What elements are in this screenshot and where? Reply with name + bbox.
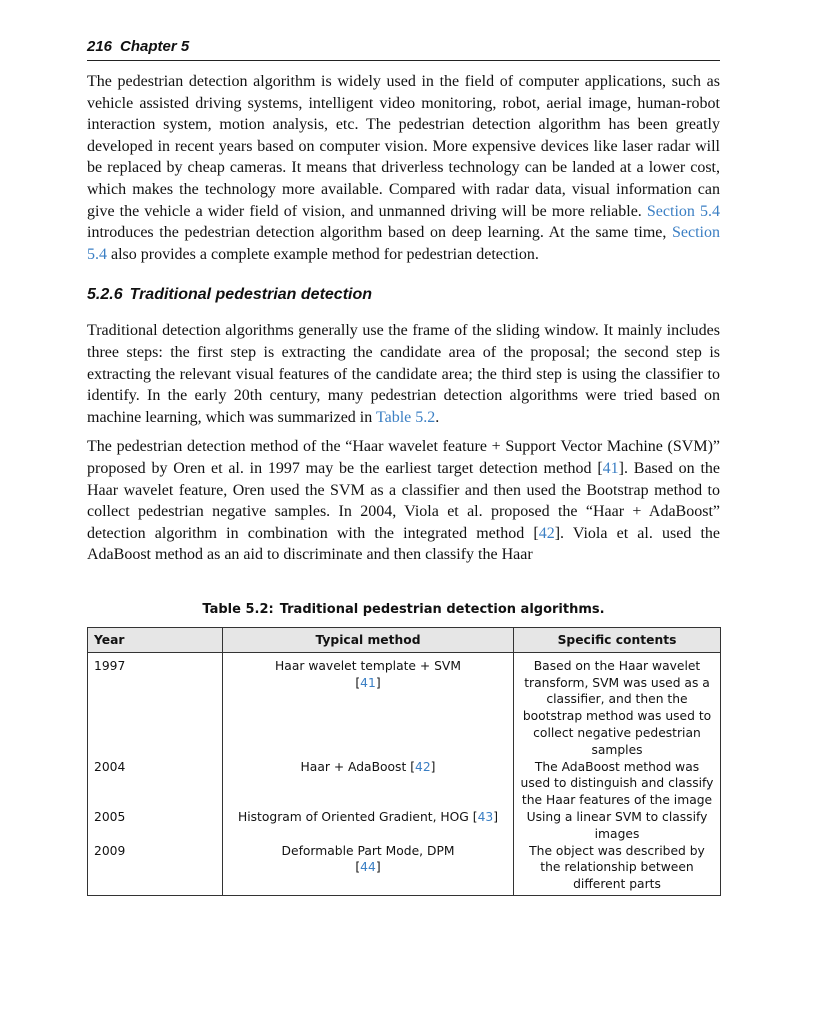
cell-year: 2004 [88,759,223,809]
header-specific-contents: Specific contents [514,627,721,652]
paragraph-3-text-c: ]. Viola et al. used the AdaBoost method as an aid to discriminate and then classify the Haar [87,524,721,564]
table-row [88,809,721,843]
running-header [87,38,720,61]
table-row [88,843,721,896]
header-typical-method: Typical method [223,627,514,652]
table-row [88,652,721,758]
paragraph-1 [87,71,720,265]
section-heading [87,286,720,304]
cell-contents: Using a linear SVM to classify images [514,809,721,843]
cell-contents: Based on the Haar wavelet transform, SVM was used as a classifier, and then the bootstrap method was used to collect negative pedestrian samples [514,652,721,758]
header-year: Year [88,627,223,652]
reference-42-link[interactable]: 42 [538,524,555,542]
cell-method: Histogram of Oriented Gradient, HOG [43] [223,809,514,843]
reference-link[interactable]: 44 [360,860,376,875]
paragraph-3-text-a: The pedestrian detection method of the “Haar wavelet feature + Support Vector Machine (SVM)” proposed by Oren et al. in 1997 may be the earliest target detection method [ [87,438,720,477]
paragraph-3 [87,436,720,566]
reference-41-link[interactable]: 41 [602,459,619,477]
cell-method: Haar wavelet template + SVM [41] [223,652,514,758]
paragraph-1-text-c: also provides a complete example method for pedestrian detection. [107,245,539,263]
section-number: 5.2.6 [87,286,123,304]
paragraph-1-text-b: introduces the pedestrian detection algorithm based on deep learning. At the same time, [87,224,672,242]
method-text: Histogram of Oriented Gradient, HOG [237,810,469,825]
cell-year: 1997 [88,652,223,758]
cell-method: Deformable Part Mode, DPM [44] [223,843,514,896]
reference-link[interactable]: 42 [415,759,431,774]
cell-year: 2009 [88,843,223,896]
cell-year: 2005 [88,809,223,843]
paragraph-3-text-b: ]. Based on the Haar wavelet feature, Oren used the SVM as a classifier and then used the Bootstrap method to collect pedestrian negative samples. In 2004, Viola et al. proposed the “Haar + AdaBoost” detection algorithm in combination with the integrated method [ [87,459,720,542]
reference-link[interactable]: 43 [477,810,494,825]
cell-contents: The AdaBoost method was used to distinguish and classify the Haar features of the image [514,759,721,809]
paragraph-2-text-b: . [435,408,440,426]
method-text: Deformable Part Mode, DPM [281,843,455,858]
cell-method: Haar + AdaBoost [42] [223,759,514,809]
reference-link[interactable]: 41 [360,675,376,690]
method-text: Haar wavelet template + SVM [275,658,461,673]
cell-contents: The object was described by the relationship between different parts [514,843,721,896]
table-header-row [88,627,721,652]
algorithms-table [87,627,721,896]
paragraph-2-text-a: Traditional detection algorithms generally use the frame of the sliding window. It mainly includes three steps: the first step is extracting the candidate area of the proposal; the second step is extracting the relevant visual features of the candidate area; the third step is using the classifier to identify. In the early 20th century, many pedestrian detection algorithms were tried based on machine learning, which was summarized in [87,322,720,426]
table-caption-text: Traditional pedestrian detection algorithms. [279,601,605,617]
method-text: Haar + AdaBoost [300,759,407,774]
paragraph-1-text-a: The pedestrian detection algorithm is widely used in the field of computer applications, such as vehicle assisted driving systems, intelligent video monitoring, robot, aerial image, human-robot interaction system, motion analysis, etc. The pedestrian detection algorithm has been greatly developed in recent years based on computer vision. More expensive devices like laser radar will be replaced by cheap cameras. It means that driverless technology can be landed at a lower cost, which makes the technology more available. Compared with radar data, visual information can give the vehicle a wider field of vision, and unmanned driving will be more reliable. [87,73,720,220]
page [87,38,720,896]
table-caption-label: Table 5.2: [202,601,274,617]
table-row [88,759,721,809]
page-number: 216 [87,38,113,55]
section-5-4-link-2[interactable]: Section 5.4 [87,224,720,263]
table-caption [87,602,720,617]
section-title: Traditional pedestrian detection [129,286,373,304]
chapter-label: Chapter 5 [120,38,190,55]
section-5-4-link[interactable]: Section 5.4 [646,202,720,220]
table-5-2-link[interactable]: Table 5.2 [375,408,436,426]
paragraph-2 [87,320,720,428]
